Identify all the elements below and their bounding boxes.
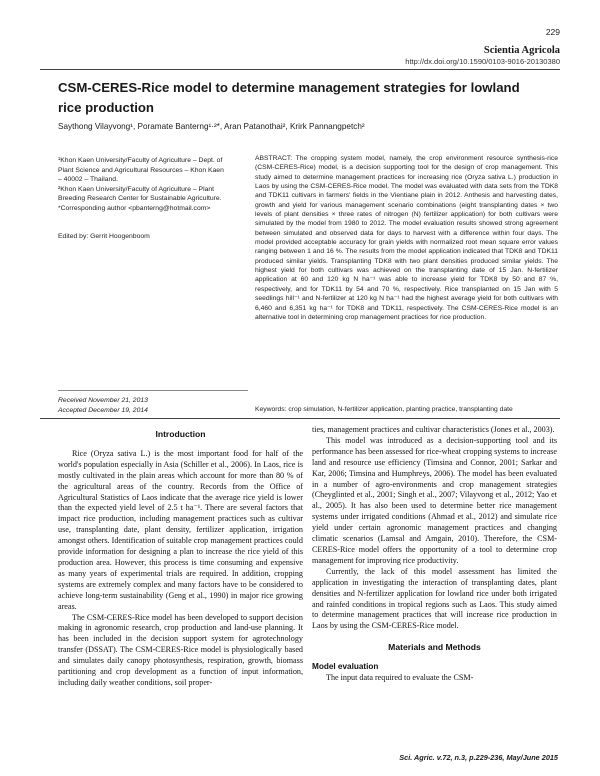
affiliation-2: ²Khon Kaen University/Faculty of Agriculture – Plant Breeding Research Center for Sustainable Agriculture. [58, 185, 222, 203]
body-column-right [312, 425, 557, 684]
model-evaluation-heading: Model evaluation [312, 662, 379, 672]
doi-link[interactable]: http://dx.doi.org/10.1590/0103-9016-20130380 [405, 57, 560, 66]
header-divider [40, 69, 560, 70]
model-evaluation-paragraph: The input data required to evaluate the CSM- [326, 673, 474, 683]
introduction-heading: Introduction [155, 429, 206, 439]
received-date: Received November 21, 2013 [58, 397, 148, 404]
intro-paragraph-2: The CSM-CERES-Rice model has been developed to support decision making in agronomic research, crop production and land-use planning. It has been included in the decision support system for agrotechnology transfer (DSSAT). The CSM-CERES-Rice model is physiologically based and simulates daily canopy photosynthesis, respiration, growth, biomass partitioning and crop development as a function of input information, including daily weather conditions, soil proper- [58, 612, 303, 687]
intro-paragraph-1: Rice (Oryza sativa L.) is the most important food for half of the world's population especially in Asia (Schiller et al., 2006). In Laos, rice is mostly cultivated in the plain areas which account for more than 80 % of the agricultural areas of the country. Records from the Office of Agricultural Statistics of Laos indicate that the average rice yield is lower than the expected yield level of 2.5 t ha⁻¹. There are several factors that impact rice production, including management practices such as cultivar use, transplanting date, plant density, fertilizer application, irrigation amongst others. Identification of suitable crop management practices could provide information for designing a plan to increase the rice yield of this production area. However, this process is time consuming and expensive as many years of experimental trials are required. In addition, cropping systems are extremely complex and many factors have to be considered to achieve long-term sustainability (Geng et al., 1990) in major rice growing areas. [58, 448, 303, 611]
affiliations [58, 156, 226, 214]
intro-paragraph-3: This model was introduced as a decision-supporting tool and its performance has been assessed for rice-wheat cropping systems to increase land and resource use efficiency (Timsina and Connor, 2001; Sarkar and Kar, 2006; Timsina and Humphreys, 2006). The model has been evaluated in a number of agro-environments and crop management strategies (Cheyglinted et al., 2001; Singh et al., 2007; Vilayvong et al., 2012; Yao et al., 2005). It has also been used to determine better rice management systems under irrigated conditions (Ahmad et al., 2012) and simulate rice yield under certain agronomic management practices and changing climatic scenarios (Lamsal and Amgain, 2010). Therefore, the CSM-CERES-Rice model offers the opportunity of a tool to determine crop management for improving rice productivity. [312, 435, 557, 565]
methods-heading: Materials and Methods [388, 642, 481, 653]
intro-paragraph-4: Currently, the lack of this model assessment has limited the application in investigating the interaction of transplanting dates, plant densities and N-fertilizer application for lowland rice under both irrigated and rainfed conditions in tropical regions such as Laos. This study aimed to determine management practices that will increase rice production in Laos by using the CSM-CERES-Rice model. [312, 566, 557, 631]
intro-paragraph-2-continued: ties, management practices and cultivar characteristics (Jones et al., 2003). [312, 425, 555, 434]
author-list: Saythong Vilayvong¹, Poramate Banterng¹·²*, Aran Patanothai², Krirk Pannangpetch² [58, 122, 365, 131]
editor-note: Edited by: Gerrit Hoogenboom [58, 233, 150, 240]
article-title: CSM-CERES-Rice model to determine management strategies for lowland rice production [58, 80, 520, 115]
dates-divider [58, 390, 248, 391]
submission-dates [58, 396, 148, 415]
abstract-divider [40, 418, 560, 419]
affiliation-1: ¹Khon Kaen University/Faculty of Agriculture – Dept. of Plant Science and Agricultural Resources – Khon Kaen – 40002 – Thailand. [58, 157, 224, 184]
footer-citation: Sci. Agric. v.72, n.3, p.229-236, May/June 2015 [399, 753, 558, 762]
keywords: Keywords: crop simulation, N-fertilizer application, planting practice, transplanting date [255, 406, 513, 413]
accepted-date: Accepted December 19, 2014 [58, 406, 148, 414]
journal-name: Scientia Agricola [483, 45, 560, 56]
corresponding-author: *Corresponding author <pbanterng@hotmail.com> [58, 204, 211, 212]
page-number: 229 [545, 27, 560, 37]
abstract: ABSTRACT: The cropping system model, namely, the crop environment resource synthesis-rice (CSM-CERES-Rice) model, is a decision supporting tool for the design of crop management. This study aimed to determine management practices for increasing rice (Oryza sativa L.) production in Laos by using the CSM-CERES-Rice model. The model was evaluated with data sets from the TDK8 and TDK11 cultivars in farmers' fields in the Vientiane plain in 2012. Anthesis and harvesting dates, growth and yield for various management scenario combinations (eight transplanting dates × two levels of plant densities × three rates of nitrogen (N) fertilizer application) for both cultivars were simulated by the model from 1980 to 2012. The model evaluation results showed strong agreement between simulated and observed data for days to harvest with a difference within four days. The model provided acceptable accuracy for grain yields with normalized root mean square error values ranging between 1 and 16 %. The results from the model application indicated that TDK8 and TDK11 produced similar yields. Transplanting TDK8 with two plant densities produced similar yields. The highest yield for both cultivars was achieved on the transplanting date of 15 Jan. N-fertilizer application at 60 and 120 kg N ha⁻¹ was able to increase yield for TDK8 by 50 and 87 %, respectively, and for TDK11 by 54 and 70 %, respectively. Rice transplanted on 15 Jan with 5 seedlings hill⁻¹ and N-fertilizer at 120 kg N ha⁻¹ had the highest average yield for both cultivars with 6,460 and 6,351 kg ha⁻¹ for TDK8 and TDK11, respectively. The CSM-CERES-Rice model is an alternative tool in determining crop management practices for rice production. [255, 155, 558, 321]
body-column-left [58, 425, 303, 689]
